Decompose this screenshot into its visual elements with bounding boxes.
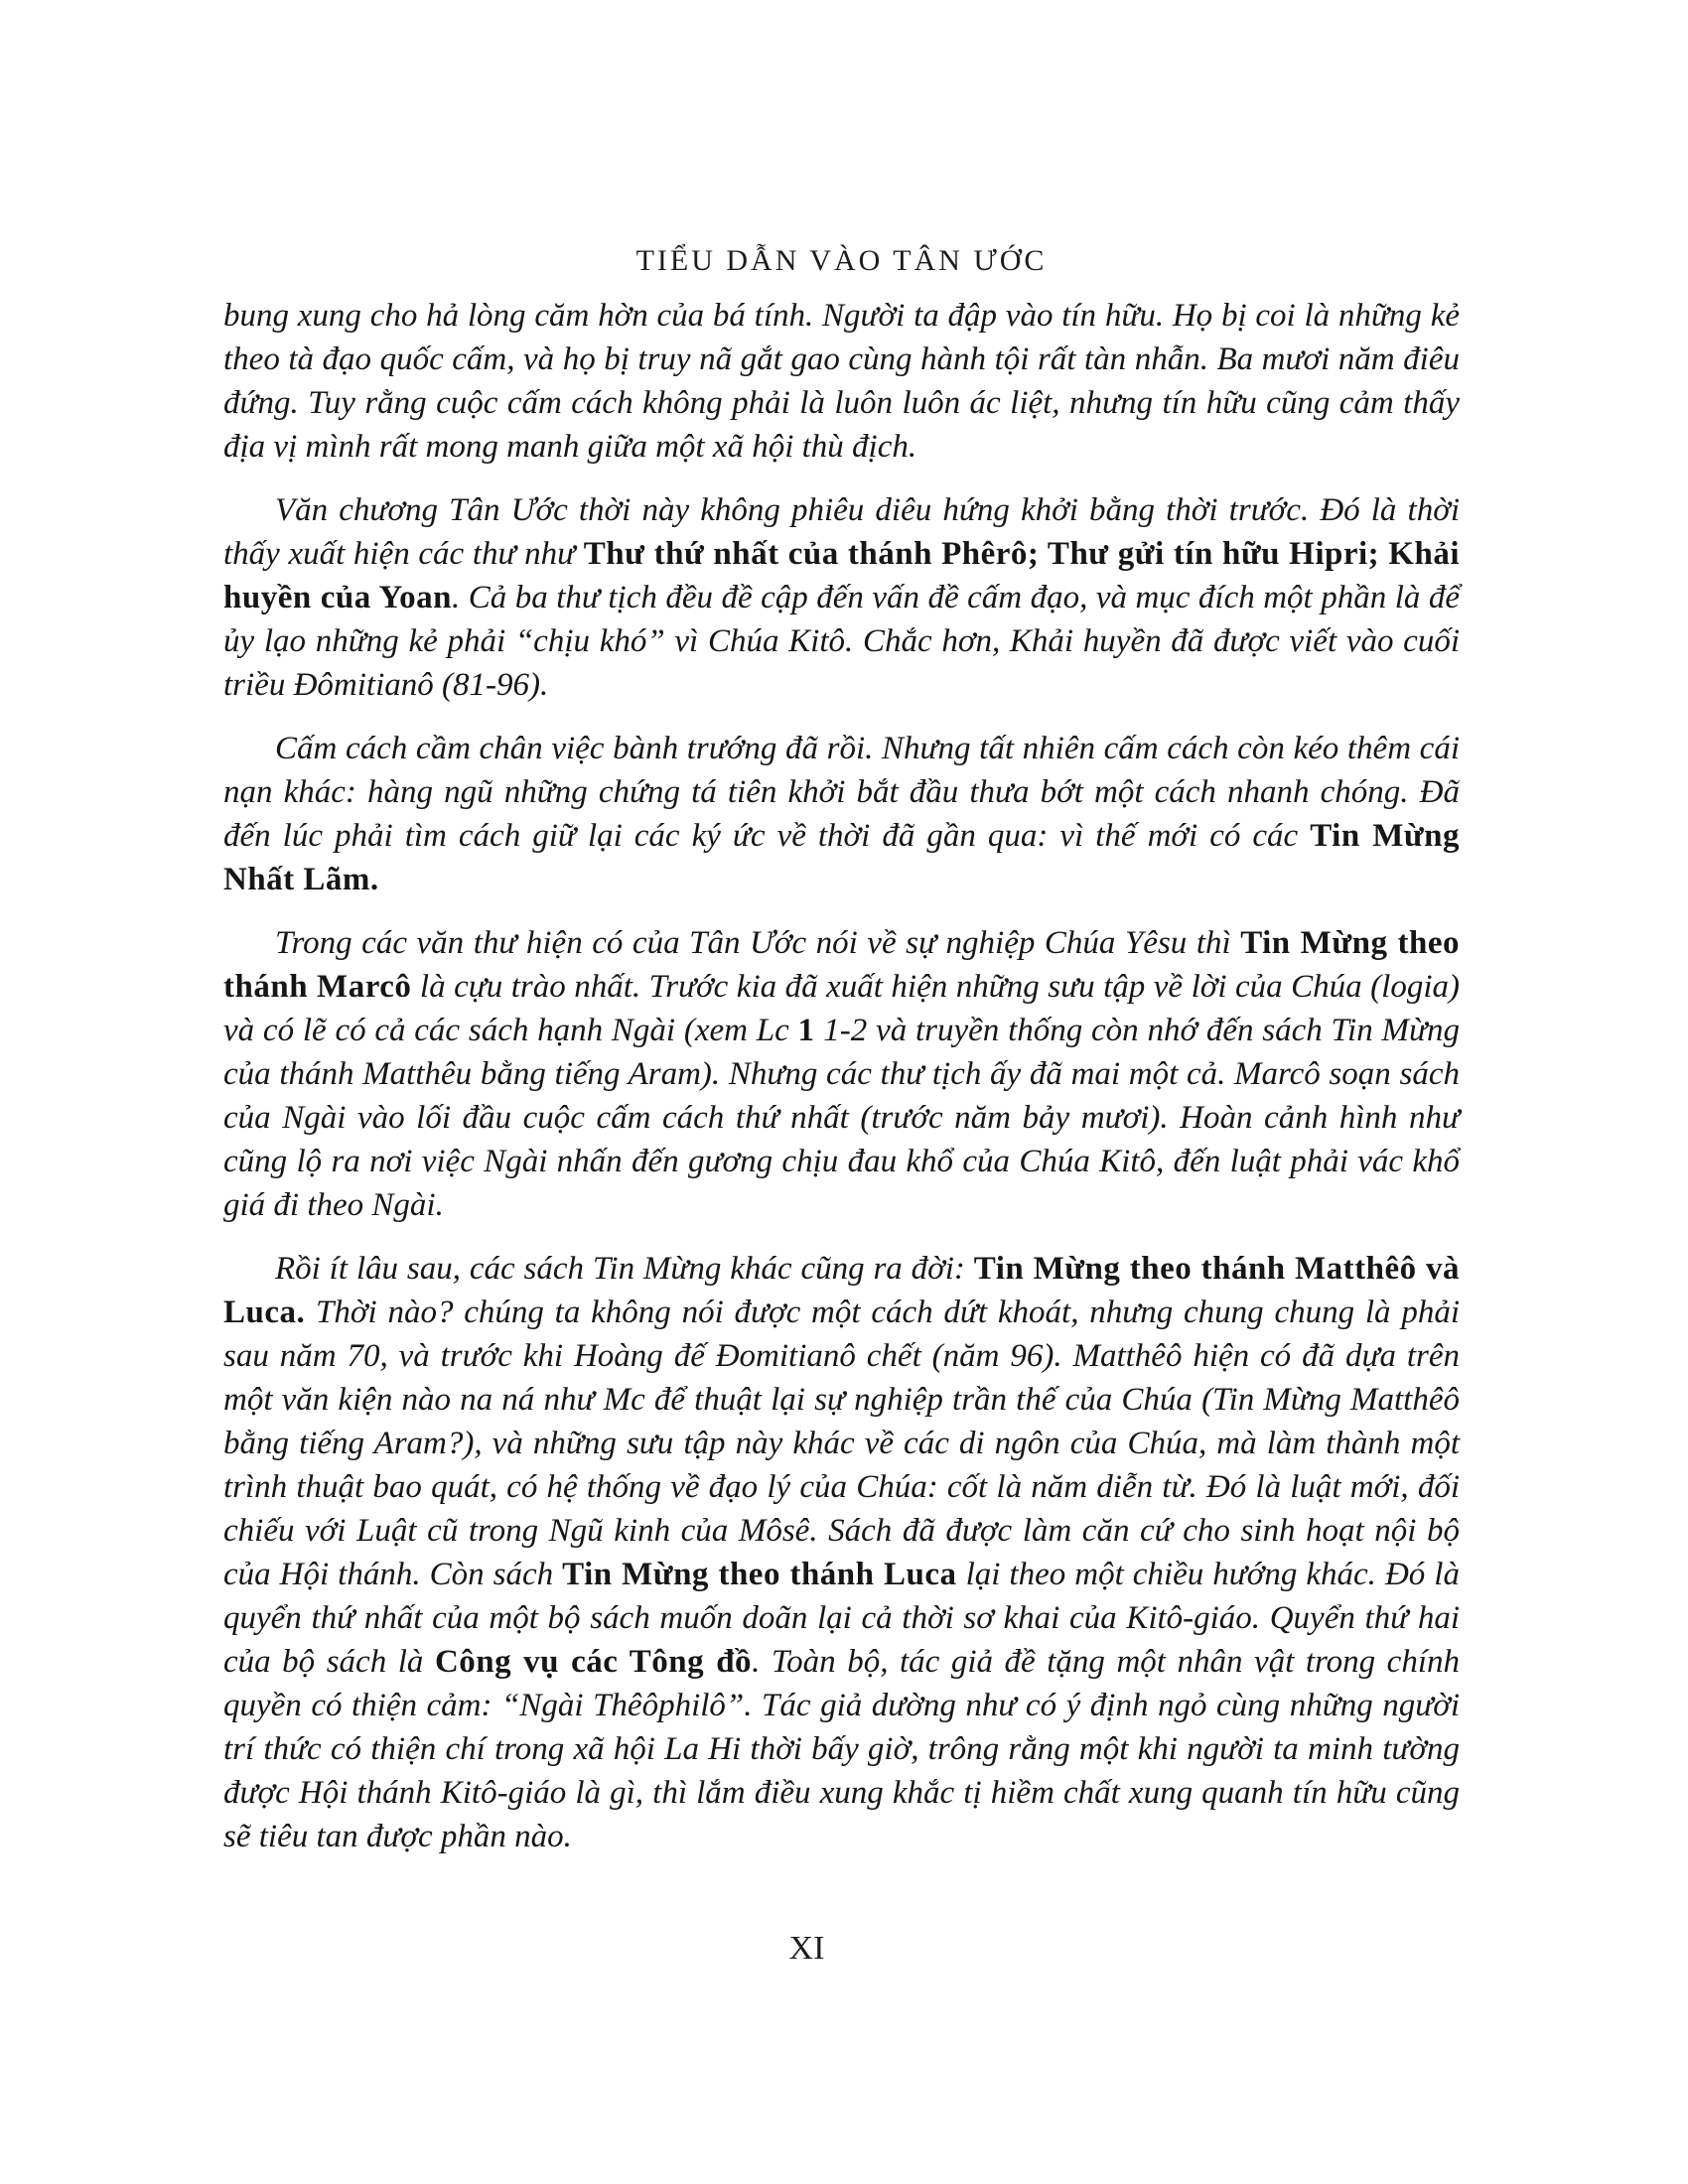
text-run: Thời nào? chúng ta không nói được một cách dứt khoát, nhưng chung chung là phải sau năm 70, và trước khi Hoàng đế Đomitianô chết (năm 96). Matthêô hiện có đã dựa trên một văn kiện nào na ná như Mc để thuật lại sự nghiệp trần thế của Chúa (Tin Mừng Matthêô bằng tiếng Aram?), và những sưu tập này khác về các di ngôn của Chúa, mà làm thành một trình thuật bao quát, có hệ thống về đạo lý của Chúa: cốt là năm diễn từ. Đó là luật mới, đối chiếu với Luật cũ trong Ngũ kinh của Môsê. Sách đã được làm căn cứ cho sinh hoạt nội bộ của Hội thánh. Còn sách — [223, 1295, 1460, 1592]
text-run: . Toàn bộ, tác giả đề tặng một nhân vật trong chính quyền có thiện cảm: “Ngài Thêôphilô”. Tác giả dường như có ý định ngỏ cùng những người trí thức có thiện chí trong xã hội La Hi thời bấy giờ, trông rằng một khi người ta minh tường được Hội thánh Kitô-giáo là gì, thì lắm điều xung khắc tị hiềm chất xung quanh tín hữu cũng sẽ tiêu tan được phần nào. — [223, 1644, 1461, 1854]
text-run: lại theo một chiều hướng khác. Đó là quyển thứ nhất của một bộ sách muốn doãn lại cả thời sơ khai của Kitô-giáo. Quyển thứ hai của bộ sách là — [223, 1557, 1460, 1680]
text-run: Văn chương Tân Ước thời này không phiêu diêu hứng khởi bằng thời trước. Đó là thời thấy xuất hiện các thư như — [223, 492, 1460, 572]
page-number: XI — [788, 1930, 825, 1967]
paragraph — [223, 488, 1460, 707]
paragraph — [223, 1247, 1460, 1858]
bold-text-run: Công vụ các Tông đồ — [434, 1644, 753, 1680]
body-text — [223, 294, 1460, 1878]
text-run: bung xung cho hả lòng căm hờn của bá tính. Người ta đập vào tín hữu. Họ bị coi là những kẻ theo tà đạo quốc cấm, và họ bị truy nã gắt gao cùng hành tội rất tàn nhẫn. Ba mươi năm điêu đứng. Tuy rằng cuộc cấm cách không phải là luôn luôn ác liệt, nhưng tín hữu cũng cảm thấy địa vị mình rất mong manh giữa một xã hội thù địch. — [223, 298, 1460, 465]
text-run: Rồi ít lâu sau, các sách Tin Mừng khác cũng ra đời: — [275, 1251, 974, 1287]
running-header-title: TIỂU DẪN VÀO TÂN ƯỚC — [635, 244, 1048, 277]
text-run: Cấm cách cầm chân việc bành trướng đã rồi. Nhưng tất nhiên cấm cách còn kéo thêm cái nạn khác: hàng ngũ những chứng tá tiên khởi bắt đầu thưa bớt một cách nhanh chóng. Đã đến lúc phải tìm cách giữ lại các ký ức về thời đã gần qua: vì thế mới có các — [223, 731, 1460, 854]
paragraph — [223, 294, 1460, 469]
text-run: là cựu trào nhất. Trước kia đã xuất hiện những sưu tập về lời của Chúa (logia) và có lẽ có cả các sách hạnh Ngài (xem Lc — [223, 969, 1460, 1048]
paragraph — [223, 727, 1460, 901]
bold-text-run: Tin Mừng theo thánh Matthêô và Luca. — [223, 1251, 1461, 1330]
text-run: Trong các văn thư hiện có của Tân Ước nói về sự nghiệp Chúa Yêsu thì — [275, 925, 1241, 961]
bold-text-run: Tin Mừng theo thánh Marcô — [223, 925, 1460, 1005]
paragraph — [223, 921, 1460, 1227]
text-run: . Cả ba thư tịch đều đề cập đến vấn đề cấm đạo, và mục đích một phần là để ủy lạo những kẻ phải “chịu khó” vì Chúa Kitô. Chắc hơn, Khải huyền đã được viết vào cuối triều Đômitianô (81-96). — [223, 580, 1460, 703]
bold-text-run: Tin Mừng theo thánh Luca — [562, 1557, 957, 1592]
bold-text-run: Thư thứ nhất của thánh Phêrô; Thư gửi tín hữu Hipri; Khải huyền của Yoan — [223, 536, 1461, 615]
bold-text-run: Tin Mừng Nhất Lãm. — [223, 818, 1460, 897]
bold-text-run: 1 — [797, 1013, 815, 1048]
text-run: 1-2 và truyền thống còn nhớ đến sách Tin Mừng của thánh Matthêu bằng tiếng Aram). Nhưng các thư tịch ấy đã mai một cả. Marcô soạn sách của Ngài vào lối đầu cuộc cấm cách thứ nhất (trước năm bảy mươi). Hoàn cảnh hình như cũng lộ ra nơi việc Ngài nhấn đến gương chịu đau khổ của Chúa Kitô, đến luật phải vác khổ giá đi theo Ngài. — [223, 1013, 1460, 1223]
